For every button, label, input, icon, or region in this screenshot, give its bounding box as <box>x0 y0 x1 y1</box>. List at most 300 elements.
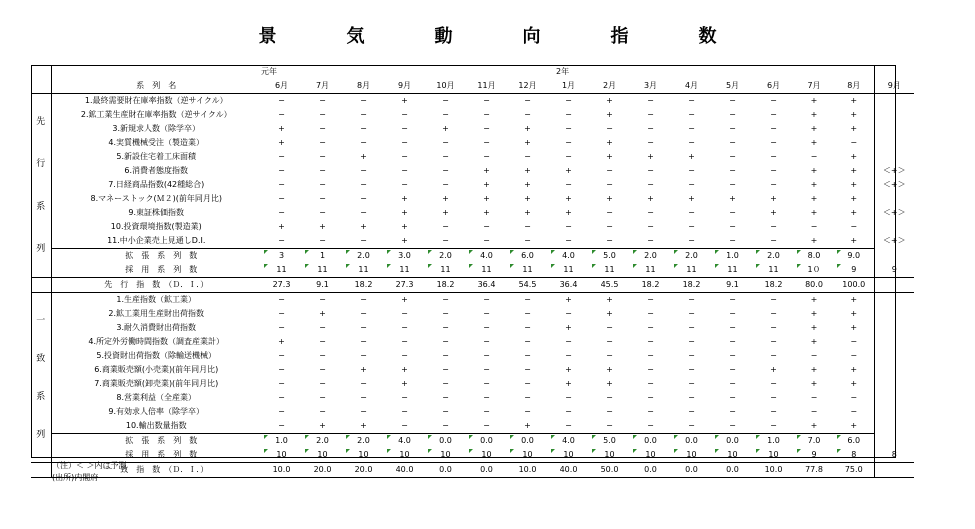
sign-cell: + <box>606 152 613 161</box>
sign-cell: − <box>850 222 858 231</box>
sign-cell: + <box>810 96 818 105</box>
sign-cell: − <box>647 393 654 402</box>
di-row <box>31 278 914 293</box>
sign-cell: − <box>319 236 326 245</box>
expanded-value: 9.0 <box>834 249 874 264</box>
sign-cell: − <box>606 337 613 346</box>
sign-cell: − <box>524 309 531 318</box>
sign-cell: − <box>729 138 736 147</box>
sign-cell: − <box>360 407 367 416</box>
di-value: 20.0 <box>302 463 343 478</box>
sign-cell: + <box>850 110 858 119</box>
forecast-cell <box>874 150 914 164</box>
sign-cell: + <box>647 194 654 203</box>
forecast-cell <box>874 108 914 122</box>
note-forecast: （注）＜ ＞内は予測 <box>52 461 127 470</box>
sign-cell: − <box>810 393 818 402</box>
sign-cell: + <box>850 295 858 304</box>
di-value: 45.5 <box>589 278 630 293</box>
expanded-value: 1.0 <box>712 249 753 264</box>
expanded-label: 拡 張 系 列 数 <box>51 249 261 264</box>
table-row <box>31 108 914 122</box>
expanded-value: 2.0 <box>302 434 343 449</box>
table-row <box>31 150 914 164</box>
forecast-cell <box>874 220 914 234</box>
sign-cell: − <box>524 393 531 402</box>
sign-cell: − <box>483 110 490 119</box>
adopted-value: 9 <box>794 448 834 463</box>
table-row <box>31 178 914 192</box>
sign-cell: − <box>565 351 572 360</box>
month-header: 6月 <box>753 79 794 94</box>
series-name: 7.商業販売額(卸売業)(前年同月比) <box>94 379 219 388</box>
adopted-value: 11 <box>302 263 343 278</box>
forecast-cell: ＜+＞ <box>874 178 914 192</box>
sign-cell: − <box>524 110 531 119</box>
sign-cell: − <box>278 407 285 416</box>
sign-cell: − <box>688 365 695 374</box>
sign-cell: − <box>360 379 367 388</box>
adopted-value: 10 <box>548 448 589 463</box>
sign-cell: − <box>483 124 490 133</box>
sign-cell: − <box>647 138 654 147</box>
table-row <box>31 206 914 220</box>
adopted-value: 10 <box>507 448 548 463</box>
sign-cell: − <box>401 309 408 318</box>
series-name: 10.輸出数量指数 <box>125 421 187 430</box>
sign-cell: − <box>278 208 285 217</box>
sign-cell: − <box>606 323 613 332</box>
sign-cell: + <box>688 152 695 161</box>
expanded-value: 3 <box>261 249 302 264</box>
sign-cell: − <box>401 351 408 360</box>
sign-cell: − <box>319 379 326 388</box>
sign-cell: + <box>850 365 858 374</box>
forecast-cell <box>874 419 914 434</box>
month-header: 6月 <box>261 79 302 94</box>
sign-cell: + <box>606 110 613 119</box>
sign-cell: − <box>729 222 736 231</box>
series-name: 6.商業販売額(小売業)(前年同月比) <box>94 365 219 374</box>
sign-cell: − <box>278 166 285 175</box>
sign-cell: + <box>442 124 449 133</box>
adopted-value: 11 <box>630 263 671 278</box>
sign-cell: − <box>483 393 490 402</box>
sign-cell: − <box>483 138 490 147</box>
group-char: 行 <box>36 159 46 170</box>
expanded-value: 0.0 <box>712 434 753 449</box>
sign-cell: − <box>770 152 777 161</box>
sign-cell: + <box>565 166 572 175</box>
adopted-value: 10 <box>712 448 753 463</box>
sign-cell: − <box>524 152 531 161</box>
sign-cell: − <box>810 351 818 360</box>
month-header: 2月 <box>589 79 630 94</box>
sign-cell: − <box>319 407 326 416</box>
sign-cell: + <box>524 194 531 203</box>
di-value: 54.5 <box>507 278 548 293</box>
sign-cell: − <box>319 96 326 105</box>
group-char: 先 <box>36 116 46 127</box>
sign-cell: − <box>401 421 408 430</box>
sign-cell: − <box>483 309 490 318</box>
sign-cell: − <box>401 180 408 189</box>
forecast-cell <box>874 136 914 150</box>
indicator-table <box>31 65 914 478</box>
sign-cell: − <box>770 421 777 430</box>
series-name: 3.耐久消費財出荷指数 <box>116 323 197 332</box>
sign-cell: − <box>729 351 736 360</box>
sign-cell: − <box>729 309 736 318</box>
di-value: 18.2 <box>343 278 384 293</box>
sign-cell: + <box>810 180 818 189</box>
sign-cell: + <box>810 208 818 217</box>
sign-cell: − <box>688 407 695 416</box>
sign-cell: − <box>850 337 858 346</box>
month-header: 5月 <box>712 79 753 94</box>
sign-cell: + <box>850 379 858 388</box>
sign-cell: − <box>688 295 695 304</box>
expanded-value: 7.0 <box>794 434 834 449</box>
sign-cell: − <box>565 407 572 416</box>
month-header: 1月 <box>548 79 589 94</box>
di-value: 0.0 <box>466 463 507 478</box>
di-value: 80.0 <box>794 278 834 293</box>
di-value: 10.0 <box>507 463 548 478</box>
sign-cell: − <box>647 379 654 388</box>
sign-cell: + <box>401 365 408 374</box>
group-char: 列 <box>36 429 46 440</box>
table-row <box>31 419 914 434</box>
sign-cell: + <box>770 194 777 203</box>
sign-cell: − <box>524 96 531 105</box>
table-row <box>31 234 914 249</box>
sign-cell: + <box>810 166 818 175</box>
sign-cell: + <box>319 421 326 430</box>
sign-cell: − <box>606 236 613 245</box>
sign-cell: − <box>565 152 572 161</box>
sign-cell: − <box>606 124 613 133</box>
group-char: 系 <box>36 201 46 212</box>
sign-cell: − <box>442 407 449 416</box>
expanded-value: 2.0 <box>425 249 466 264</box>
table-row <box>31 405 914 419</box>
adopted-value: 11 <box>466 263 507 278</box>
sign-cell: − <box>524 323 531 332</box>
sign-cell: − <box>278 180 285 189</box>
adopted-value: 11 <box>753 263 794 278</box>
sign-cell: + <box>810 309 818 318</box>
adopted-count-row <box>31 263 914 278</box>
sign-cell: − <box>483 351 490 360</box>
sign-cell: − <box>606 393 613 402</box>
sign-cell: − <box>770 309 777 318</box>
adopted-value: 11 <box>261 263 302 278</box>
table-row <box>31 321 914 335</box>
sign-cell: + <box>606 309 613 318</box>
sign-cell: − <box>810 152 818 161</box>
series-name: 4.所定外労働時間指数（調査産業計） <box>88 337 225 346</box>
series-header: 系 列 名 <box>51 79 261 94</box>
sign-cell: − <box>770 393 777 402</box>
sign-cell: + <box>770 365 777 374</box>
month-header: 10月 <box>425 79 466 94</box>
sign-cell: − <box>606 351 613 360</box>
adopted-value: 11 <box>589 263 630 278</box>
sign-cell: − <box>278 236 285 245</box>
year-label: 2年 <box>556 67 570 76</box>
di-label: 先 行 指 数 （Ｄ．Ｉ．） <box>51 278 261 293</box>
sign-cell: + <box>770 208 777 217</box>
sign-cell: − <box>565 110 572 119</box>
sign-cell: − <box>360 180 367 189</box>
sign-cell: − <box>278 421 285 430</box>
sign-cell: + <box>606 365 613 374</box>
leading-group-label <box>31 94 51 278</box>
adopted-value: 10 <box>589 448 630 463</box>
sign-cell: − <box>524 351 531 360</box>
sign-cell: + <box>729 194 736 203</box>
expanded-value: 6.0 <box>507 249 548 264</box>
sign-cell: − <box>319 110 326 119</box>
forecast-cell <box>874 307 914 321</box>
table-row <box>31 335 914 349</box>
table-row <box>31 192 914 206</box>
sign-cell: − <box>770 236 777 245</box>
adopted-value: 11 <box>343 263 384 278</box>
sign-cell: + <box>606 96 613 105</box>
di-value: 0.0 <box>425 463 466 478</box>
sign-cell: + <box>401 295 408 304</box>
sign-cell: − <box>483 236 490 245</box>
sign-cell: + <box>483 194 490 203</box>
sign-cell: − <box>688 208 695 217</box>
sign-cell: + <box>850 323 858 332</box>
sign-cell: + <box>850 208 858 217</box>
year-label: 元年 <box>261 67 277 76</box>
series-name: 1.最終需要財在庫率指数（逆サイクル） <box>84 96 228 105</box>
sign-cell: − <box>319 351 326 360</box>
sign-cell: − <box>278 152 285 161</box>
month-header: 3月 <box>630 79 671 94</box>
series-name: 2.鉱工業生産財在庫率指数（逆サイクル） <box>80 110 232 119</box>
expanded-value: 2.0 <box>630 249 671 264</box>
sign-cell: − <box>850 138 858 147</box>
forecast-cell <box>874 249 914 264</box>
sign-cell: + <box>810 365 818 374</box>
sign-cell: + <box>524 421 531 430</box>
notes <box>52 460 127 484</box>
adopted-label: 採 用 系 列 数 <box>125 450 198 459</box>
expanded-value: 2.0 <box>753 249 794 264</box>
series-name: 7.日経商品指数(42種総合) <box>108 180 205 189</box>
month-header: 7月 <box>302 79 343 94</box>
sign-cell: − <box>688 180 695 189</box>
sign-cell: + <box>850 421 858 430</box>
expanded-value: 0.0 <box>425 434 466 449</box>
sign-cell: − <box>442 351 449 360</box>
di-value: 40.0 <box>384 463 425 478</box>
sign-cell: − <box>565 337 572 346</box>
sign-cell: − <box>850 351 858 360</box>
di-value: 18.2 <box>630 278 671 293</box>
di-value: 50.0 <box>589 463 630 478</box>
forecast-cell <box>874 349 914 363</box>
month-header: 4月 <box>671 79 712 94</box>
sign-cell: − <box>483 379 490 388</box>
table-row <box>31 136 914 150</box>
di-value: 0.0 <box>712 463 753 478</box>
sign-cell: − <box>770 351 777 360</box>
sign-cell: − <box>319 337 326 346</box>
sign-cell: − <box>647 124 654 133</box>
sign-cell: − <box>688 421 695 430</box>
sign-cell: − <box>729 393 736 402</box>
sign-cell: − <box>278 379 285 388</box>
sign-cell: + <box>810 124 818 133</box>
sign-cell: + <box>810 110 818 119</box>
expanded-count-row <box>31 249 914 264</box>
table-row <box>31 293 914 308</box>
sign-cell: + <box>688 194 695 203</box>
expanded-value: 0.0 <box>630 434 671 449</box>
sign-cell: − <box>278 110 285 119</box>
forecast-cell <box>874 94 914 109</box>
sign-cell: + <box>360 152 367 161</box>
expanded-value: 0.0 <box>671 434 712 449</box>
di-value: 36.4 <box>466 278 507 293</box>
coincident-group-label <box>31 293 51 463</box>
forecast-cell: ＜+＞ <box>874 206 914 220</box>
forecast-cell <box>874 391 914 405</box>
table-row <box>31 122 914 136</box>
sign-cell: + <box>524 124 531 133</box>
di-value: 10.0 <box>261 463 302 478</box>
sign-cell: + <box>850 166 858 175</box>
expanded-value: 1 <box>302 249 343 264</box>
adopted-label: 採 用 系 列 数 <box>125 265 198 274</box>
expanded-value: 1.0 <box>753 434 794 449</box>
expanded-value: 2.0 <box>343 434 384 449</box>
month-header: 8月 <box>343 79 384 94</box>
sign-cell: − <box>729 295 736 304</box>
sign-cell: − <box>606 407 613 416</box>
sign-cell: − <box>360 351 367 360</box>
sign-cell: − <box>442 421 449 430</box>
forecast-cell <box>874 122 914 136</box>
series-name: 9.東証株価指数 <box>128 208 185 217</box>
sign-cell: − <box>729 365 736 374</box>
sign-cell: − <box>729 236 736 245</box>
series-name: 10.投資環境指数(製造業) <box>110 222 202 231</box>
sign-cell: − <box>770 323 777 332</box>
sign-cell: − <box>483 96 490 105</box>
sign-cell: + <box>850 152 858 161</box>
table-row <box>31 391 914 405</box>
adopted-value: 11 <box>507 263 548 278</box>
month-header: 8月 <box>834 79 874 94</box>
series-name: 1.生産指数（鉱工業） <box>116 295 197 304</box>
sign-cell: + <box>401 194 408 203</box>
forecast-cell <box>874 463 914 478</box>
sign-cell: − <box>647 365 654 374</box>
series-name: 8.営業利益（全産業） <box>116 393 197 402</box>
expanded-value: 4.0 <box>384 434 425 449</box>
page-title: 景 気 動 向 指 数 <box>258 26 743 47</box>
di-row <box>31 463 914 478</box>
expanded-value: 5.0 <box>589 249 630 264</box>
sign-cell: − <box>483 323 490 332</box>
sign-cell: − <box>319 180 326 189</box>
adopted-value: 10 <box>302 448 343 463</box>
sign-cell: − <box>401 138 408 147</box>
sign-cell: − <box>401 124 408 133</box>
sign-cell: + <box>810 379 818 388</box>
forecast-cell <box>874 278 914 293</box>
di-value: 75.0 <box>834 463 874 478</box>
sign-cell: + <box>442 208 449 217</box>
adopted-value: 10 <box>466 448 507 463</box>
sign-cell: + <box>401 379 408 388</box>
sign-cell: + <box>810 337 818 346</box>
sign-cell: − <box>360 194 367 203</box>
expanded-value: 4.0 <box>548 249 589 264</box>
sign-cell: − <box>401 393 408 402</box>
di-value: 0.0 <box>630 463 671 478</box>
sign-cell: − <box>483 222 490 231</box>
sign-cell: + <box>278 222 285 231</box>
sign-cell: + <box>810 236 818 245</box>
sign-cell: − <box>442 152 449 161</box>
sign-cell: − <box>278 351 285 360</box>
sign-cell: − <box>278 365 285 374</box>
sign-cell: − <box>688 110 695 119</box>
sign-cell: − <box>401 407 408 416</box>
sign-cell: + <box>483 166 490 175</box>
adopted-count-row <box>31 448 914 463</box>
sign-cell: − <box>278 323 285 332</box>
month-header: 9月 <box>874 79 914 94</box>
sign-cell: − <box>442 222 449 231</box>
sign-cell: − <box>524 407 531 416</box>
di-value: 100.0 <box>834 278 874 293</box>
sign-cell: − <box>770 379 777 388</box>
table-row <box>31 307 914 321</box>
sign-cell: − <box>770 222 777 231</box>
forecast-cell: ＜+＞ <box>874 234 914 249</box>
sign-cell: − <box>647 110 654 119</box>
sign-cell: + <box>850 309 858 318</box>
sign-cell: + <box>524 180 531 189</box>
sign-cell: + <box>483 208 490 217</box>
sign-cell: − <box>647 407 654 416</box>
header-year-row <box>31 65 914 79</box>
sign-cell: − <box>442 393 449 402</box>
table-row <box>31 94 914 109</box>
sign-cell: − <box>442 295 449 304</box>
sign-cell: − <box>647 236 654 245</box>
expanded-value: 3.0 <box>384 249 425 264</box>
sign-cell: − <box>319 138 326 147</box>
sign-cell: − <box>524 222 531 231</box>
adopted-value: 9 <box>834 263 874 278</box>
sign-cell: − <box>729 166 736 175</box>
sign-cell: − <box>319 152 326 161</box>
di-value: 36.4 <box>548 278 589 293</box>
sign-cell: − <box>360 393 367 402</box>
di-value: 18.2 <box>671 278 712 293</box>
expanded-value: 2.0 <box>343 249 384 264</box>
